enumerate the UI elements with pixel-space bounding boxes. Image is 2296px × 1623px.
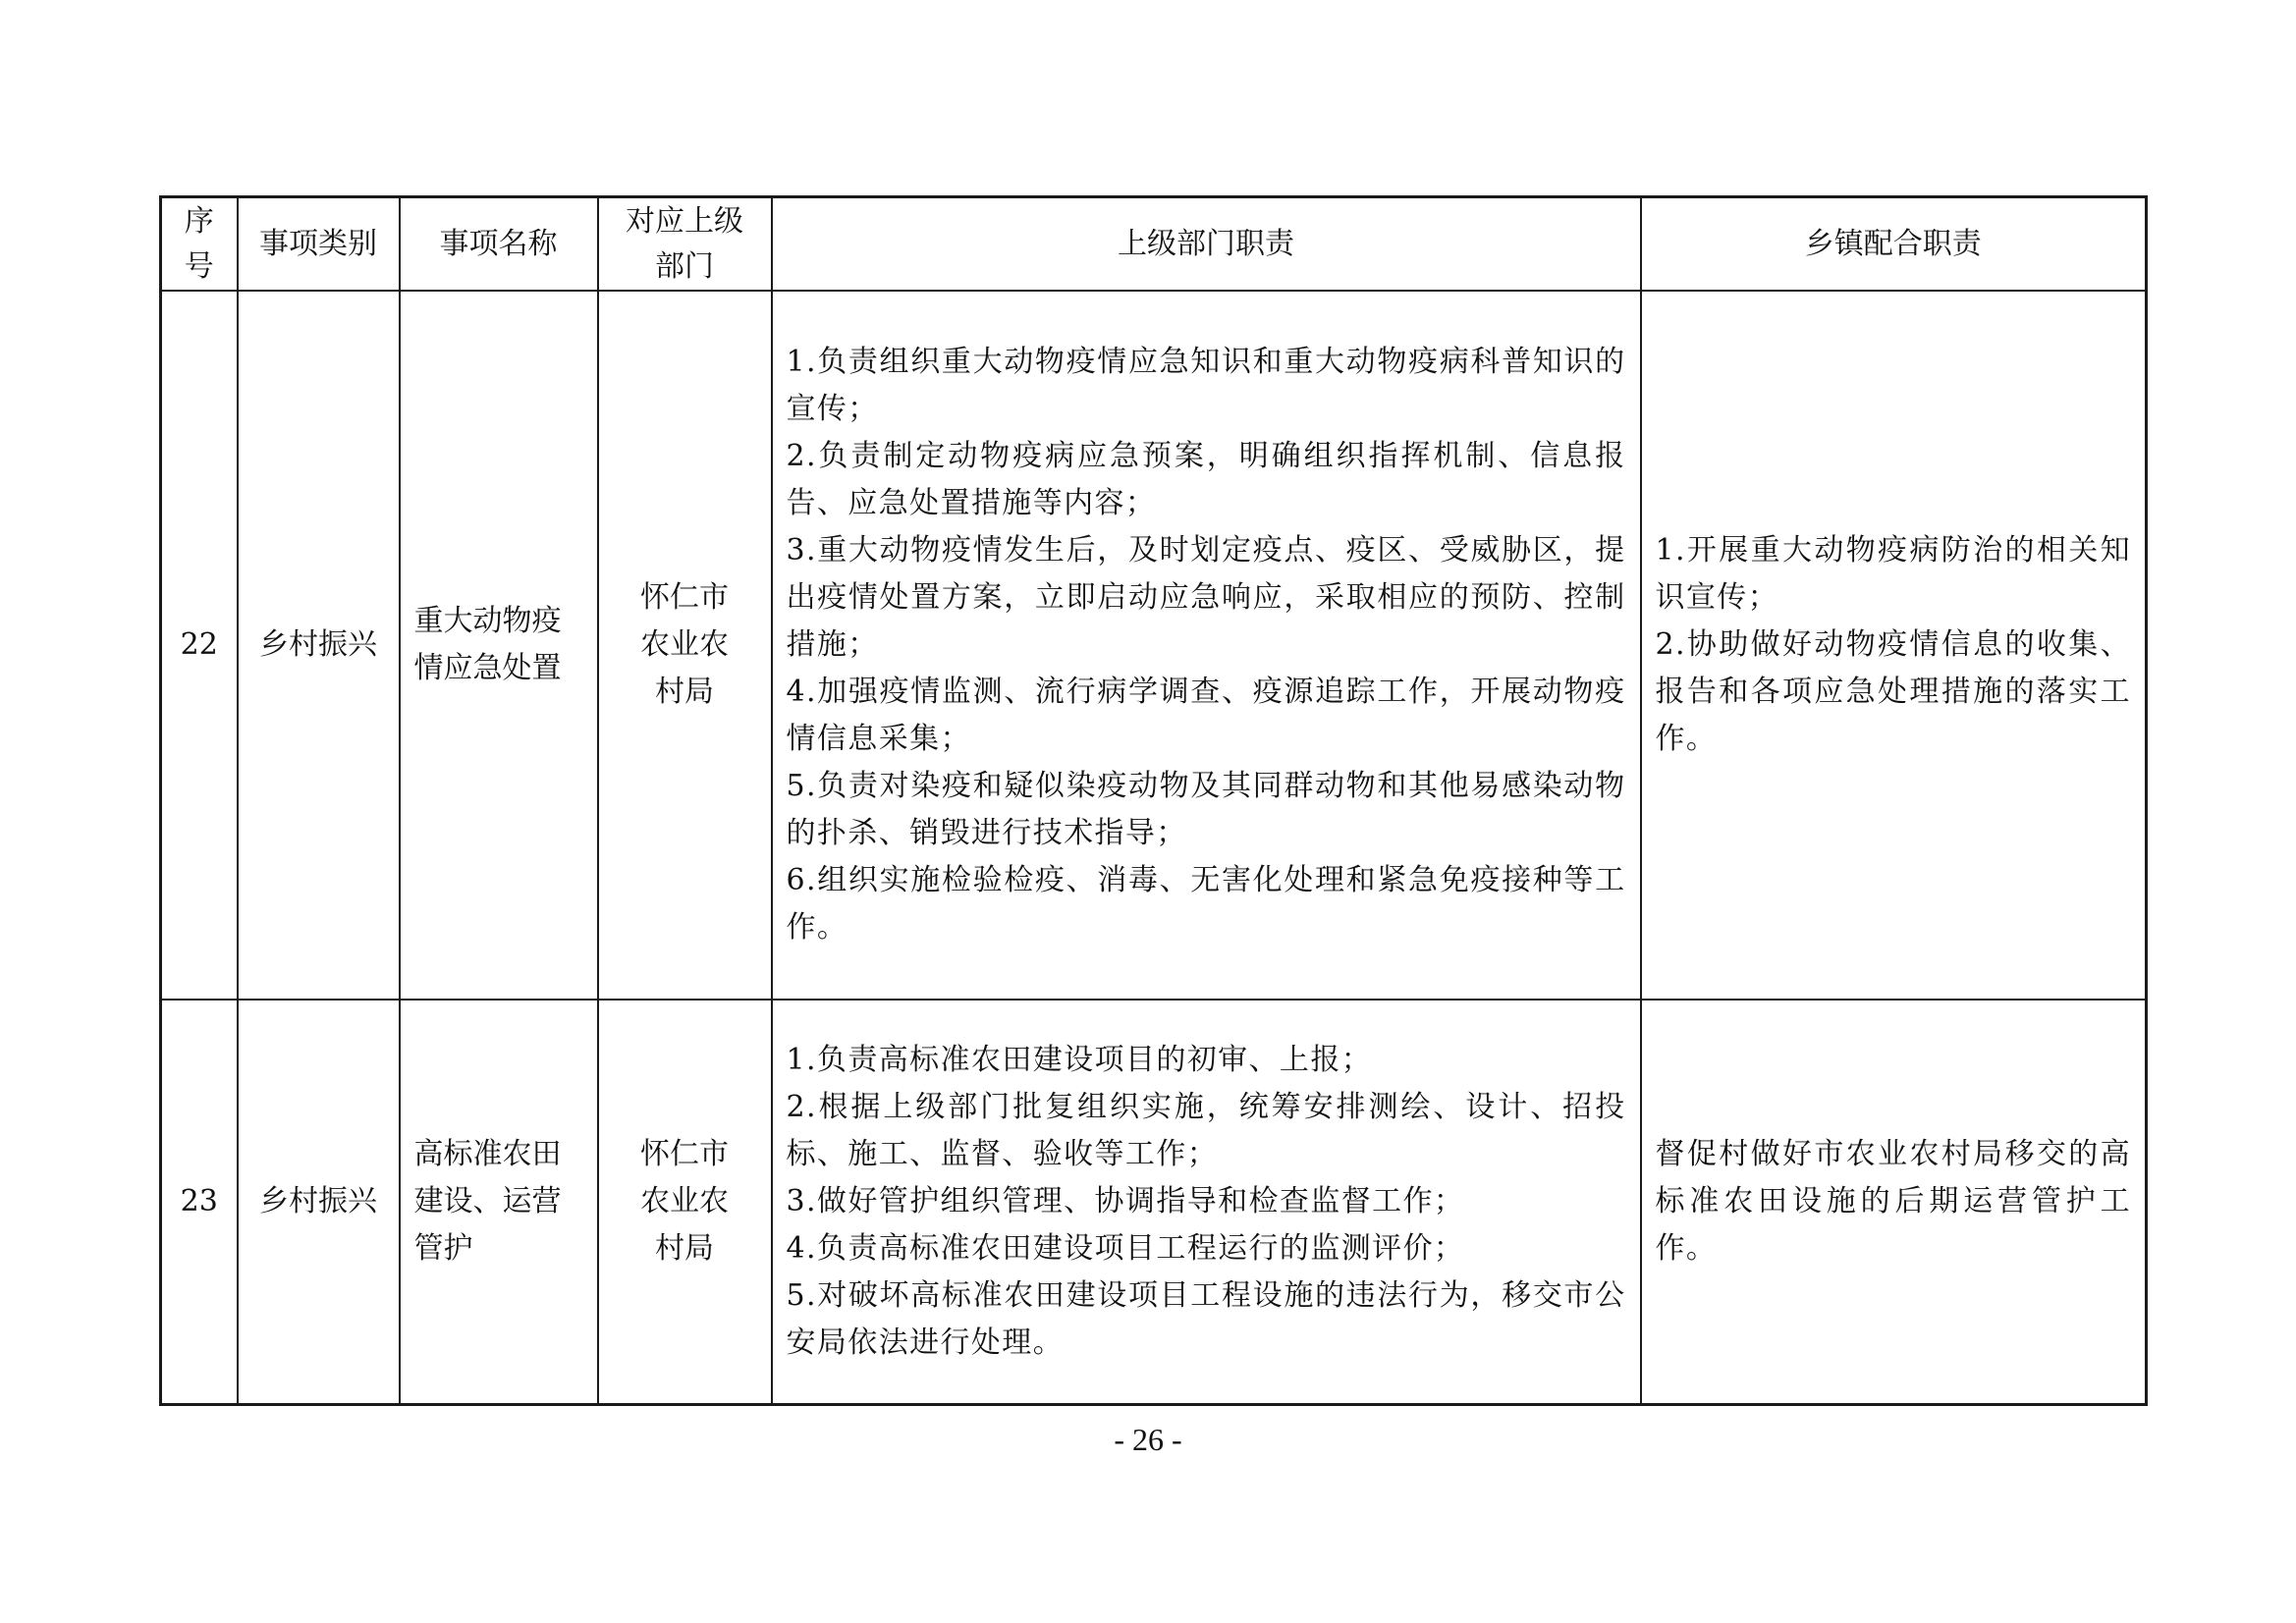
row-no: 22	[161, 291, 238, 1000]
row-town-duty	[1641, 291, 2147, 1000]
responsibility-table	[159, 195, 2148, 1406]
upper-duty-item: 1.负责组织重大动物疫情应急知识和重大动物疫病科普知识的宣传；	[786, 345, 1626, 426]
upper-duty-item: 3.重大动物疫情发生后，及时划定疫点、疫区、受威胁区，提出疫情处置方案，立即启动应急响应，采取相应的预防、控制措施；	[786, 533, 1626, 662]
table-row	[161, 291, 2147, 1000]
upper-duty-item: 4.负责高标准农田建设项目工程运行的监测评价；	[786, 1231, 1465, 1266]
header-category: 事项类别	[238, 197, 400, 292]
row-no: 23	[161, 1000, 238, 1405]
header-item-name: 事项名称	[400, 197, 598, 292]
town-duty-item: 1.开展重大动物疫病防治的相关知识宣传；	[1655, 533, 2131, 615]
upper-duty-item: 1.负责高标准农田建设项目的初审、上报；	[786, 1043, 1373, 1077]
header-dept: 对应上级部门	[598, 197, 772, 292]
upper-duty-item: 3.做好管护组织管理、协调指导和检查监督工作；	[786, 1184, 1465, 1218]
upper-duty-item: 6.组织实施检验检疫、消毒、无害化处理和紧急免疫接种等工作。	[786, 863, 1626, 945]
row-dept: 怀仁市农业农村局	[598, 291, 772, 1000]
row-town-duty	[1641, 1000, 2147, 1405]
table-header-row	[161, 197, 2147, 292]
upper-duty-item: 5.对破坏高标准农田建设项目工程设施的违法行为，移交市公安局依法进行处理。	[786, 1278, 1626, 1360]
row-item-name: 高标准农田建设、运营管护	[400, 1000, 598, 1405]
town-duty-item: 2.协助做好动物疫情信息的收集、报告和各项应急处理措施的落实工作。	[1655, 627, 2131, 756]
row-upper-duty	[772, 291, 1641, 1000]
header-town-duty: 乡镇配合职责	[1641, 197, 2147, 292]
header-no: 序号	[161, 197, 238, 292]
upper-duty-item: 2.根据上级部门批复组织实施，统筹安排测绘、设计、招投标、施工、监督、验收等工作；	[786, 1090, 1626, 1171]
upper-duty-item: 2.负责制定动物疫病应急预案，明确组织指挥机制、信息报告、应急处置措施等内容；	[786, 439, 1626, 520]
upper-duty-item: 5.负责对染疫和疑似染疫动物及其同群动物和其他易感染动物的扑杀、销毁进行技术指导；	[786, 769, 1626, 850]
row-dept: 怀仁市农业农村局	[598, 1000, 772, 1405]
upper-duty-item: 4.加强疫情监测、流行病学调查、疫源追踪工作，开展动物疫情信息采集；	[786, 675, 1626, 756]
row-item-name: 重大动物疫情应急处置	[400, 291, 598, 1000]
header-upper-duty: 上级部门职责	[772, 197, 1641, 292]
page-number: - 26 -	[1114, 1422, 1182, 1457]
row-upper-duty	[772, 1000, 1641, 1405]
table-row	[161, 1000, 2147, 1405]
town-duty-item: 督促村做好市农业农村局移交的高标准农田设施的后期运营管护工作。	[1655, 1137, 2131, 1266]
row-category: 乡村振兴	[238, 291, 400, 1000]
row-category: 乡村振兴	[238, 1000, 400, 1405]
